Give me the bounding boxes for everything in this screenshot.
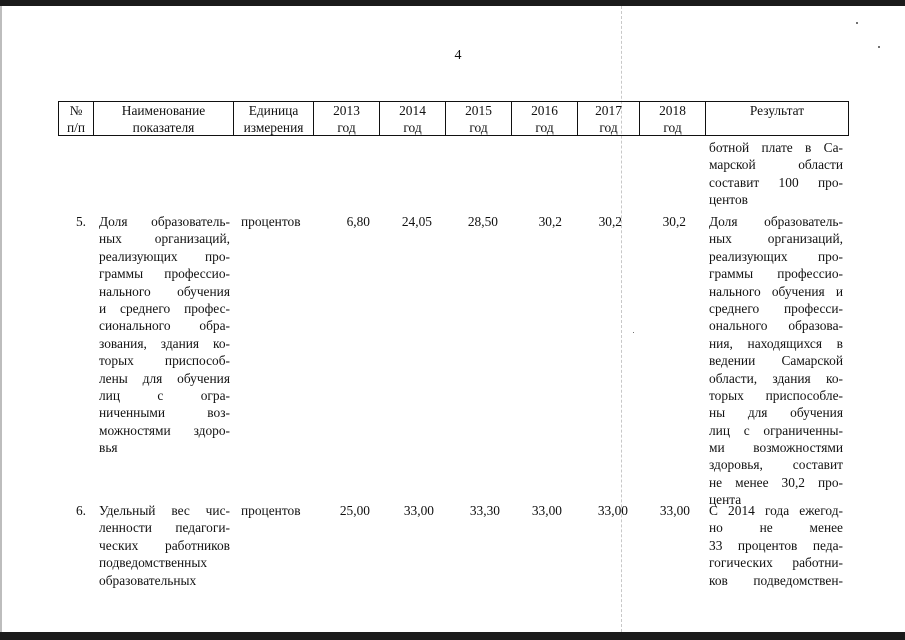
header-year-2014: 2014 год [380,101,446,136]
scan-border-top [0,0,905,6]
unit: процентов [241,503,301,518]
scan-speck [878,46,880,48]
value-2015: 28,50 [467,214,498,229]
header-unit: Единица измерения [234,101,314,136]
value-2014: 24,05 [401,214,432,229]
value-2013: 25,00 [339,503,370,518]
header-year-2016: 2016 год [512,101,578,136]
row-number: 5. [75,214,86,229]
value-2017: 30,2 [598,214,622,229]
value-2015: 33,30 [469,503,500,518]
value-2016: 30,2 [538,214,562,229]
value-2018: 33,00 [659,503,690,518]
value-2014: 33,00 [403,503,434,518]
result-text: С 2014 года ежегод- но не менее 33 процентов педа- гогических работни- ков подведомствен- [709,503,843,588]
header-number: № п/п [58,101,94,136]
header-indicator-name: Наименование показателя [94,101,234,136]
page-number: 4 [454,48,462,63]
indicator-name: Доля образователь- ных организаций, реализующих про- граммы профессио- нального обучения и среднего профес- сионального обра- зования, здания ко- торых приспособ- лены для обучения лиц с огра- ниченными воз- можностями здоро- вья [99,214,230,456]
value-2013: 6,80 [346,214,370,229]
scan-border-bottom [0,632,905,640]
header-year-2013: 2013 год [314,101,380,136]
value-2016: 33,00 [531,503,562,518]
header-year-2015: 2015 год [446,101,512,136]
row-number: 6. [75,503,86,518]
value-2017: 33,00 [597,503,628,518]
scan-speck [856,22,858,24]
scan-edge-left [0,6,2,632]
indicator-name: Удельный вес чис- ленности педагоги- ческих работников подведомственных образовательных [99,503,230,588]
header-result: Результат [706,101,849,136]
scan-speck [633,332,634,333]
unit: процентов [241,214,301,229]
page-fold-line [621,6,622,632]
header-year-2017: 2017 год [578,101,640,136]
value-2018: 30,2 [662,214,686,229]
result-continuation: ботной плате в Са- марской области составит 100 про- центов [709,140,843,208]
result-text: Доля образователь- ных организаций, реализующих про- граммы профессио- нального обучения и среднего професси- онального образова- ния, находящихся в ведении Самарской области, здания ко- торых приспособле- ны для обучения лиц с ограниченны- ми возможностями здоровья, составит не менее 30,2 про- цента [709,214,843,508]
header-year-2018: 2018 год [640,101,706,136]
